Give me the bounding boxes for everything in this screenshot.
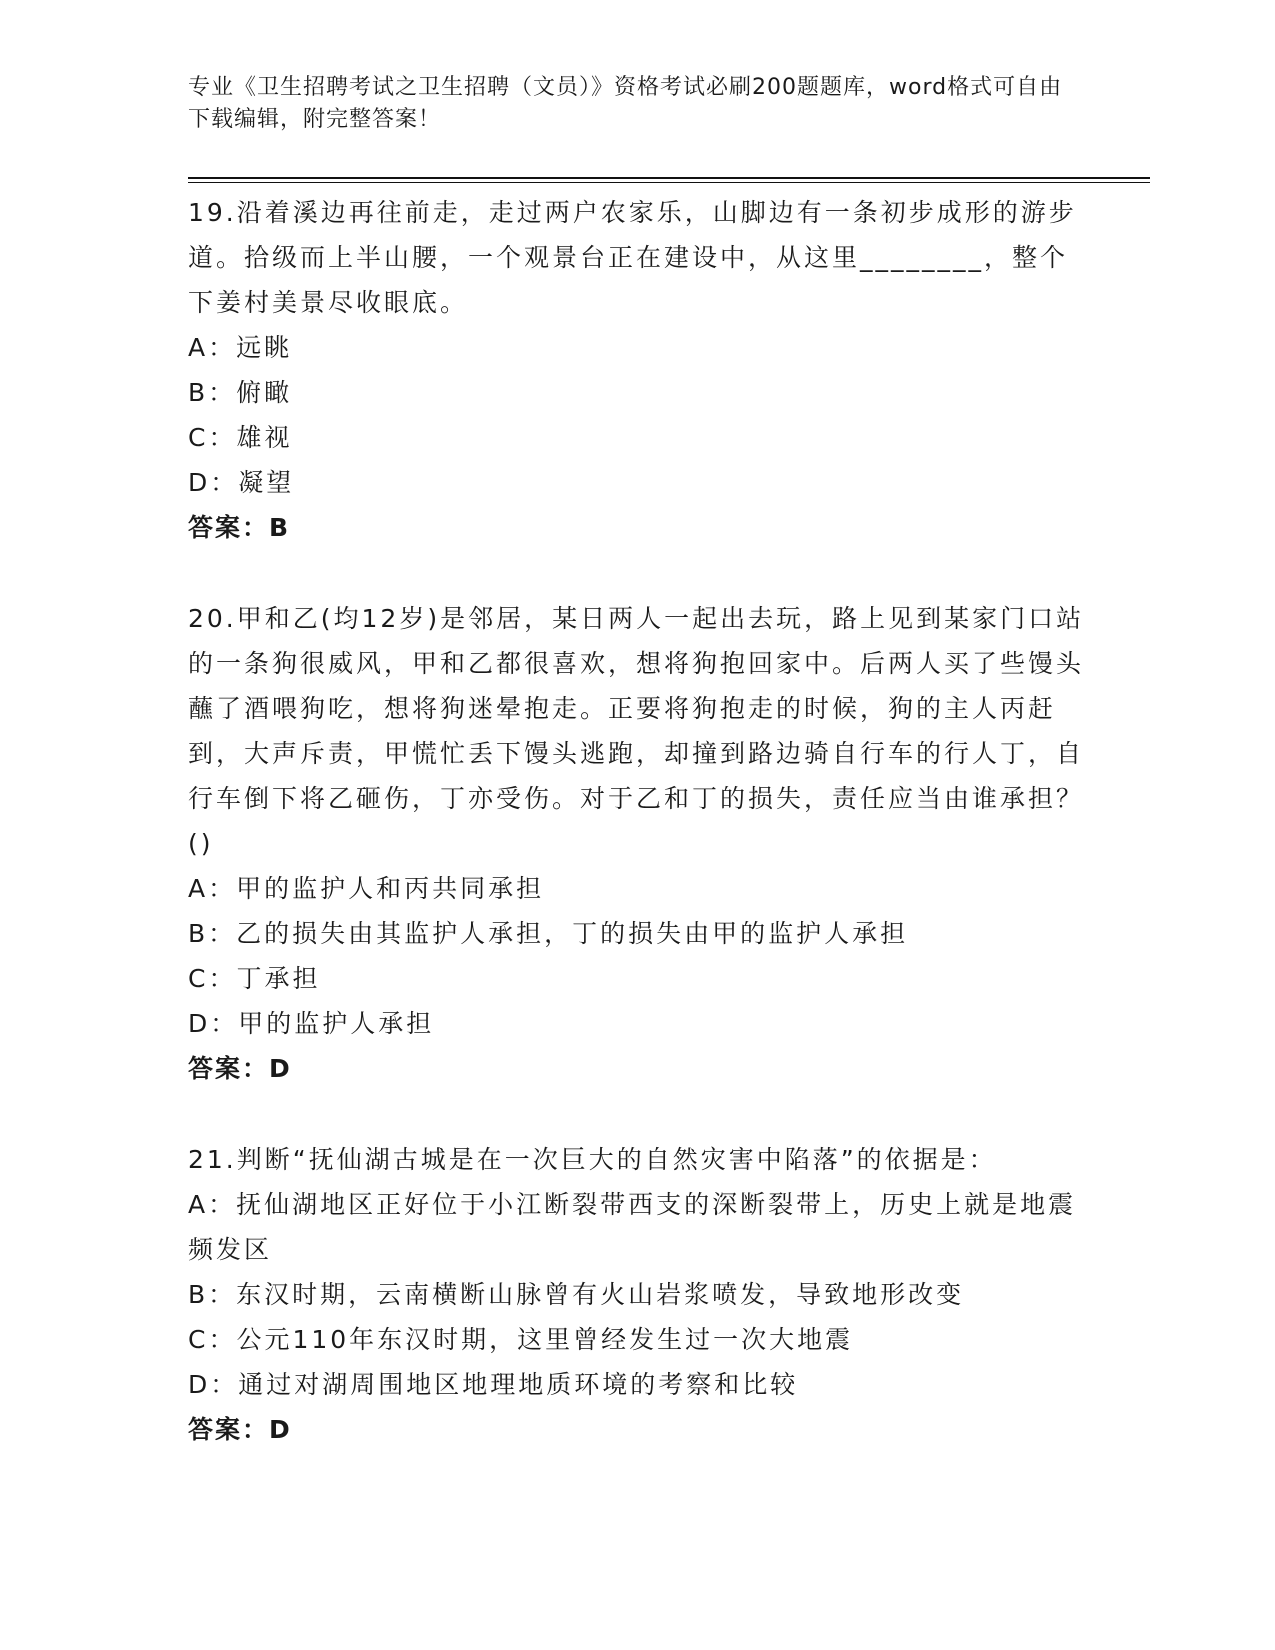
option-a: A：远眺 (188, 333, 293, 362)
option-b: B：乙的损失由其监护人承担，丁的损失由甲的监护人承担 (188, 919, 909, 948)
answer-line: 答案：B (188, 513, 291, 542)
answer-line: 答案：D (188, 1415, 292, 1444)
question-19 (188, 190, 1088, 550)
document-header: 专业《卫生招聘考试之卫生招聘（文员）》资格考试必刷200题题库，word格式可自由下载编辑，附完整答案！ (188, 75, 1063, 132)
option-d: D：甲的监护人承担 (188, 1009, 435, 1038)
question-stem: 20.甲和乙(均12岁)是邻居，某日两人一起出去玩，路上见到某家门口站的一条狗很威风，甲和乙都很喜欢，想将狗抱回家中。后两人买了些馒头蘸了酒喂狗吃，想将狗迷晕抱走。正要将狗抱走的时候，狗的主人丙赶到，大声斥责，甲慌忙丢下馒头逃跑，却撞到路边骑自行车的行人丁，自行车倒下将乙砸伤，丁亦受伤。对于乙和丁的损失，责任应当由谁承担？() (188, 604, 1085, 858)
option-a: A：甲的监护人和丙共同承担 (188, 874, 545, 903)
question-20 (188, 596, 1088, 1091)
option-b: B：东汉时期，云南横断山脉曾有火山岩浆喷发，导致地形改变 (188, 1280, 965, 1309)
option-b: B：俯瞰 (188, 378, 293, 407)
question-21 (188, 1137, 1088, 1452)
question-list (188, 190, 1088, 1452)
option-c: C：丁承担 (188, 964, 321, 993)
question-stem: 21.判断“抚仙湖古城是在一次巨大的自然灾害中陷落”的依据是： (188, 1145, 997, 1174)
option-d: D：通过对湖周围地区地理地质环境的考察和比较 (188, 1370, 799, 1399)
answer-line: 答案：D (188, 1054, 292, 1083)
header-rule-thin (188, 182, 1150, 183)
question-gap (188, 550, 1088, 596)
header-rule-thick (188, 177, 1150, 179)
option-a: A：抚仙湖地区正好位于小江断裂带西支的深断裂带上，历史上就是地震频发区 (188, 1190, 1077, 1264)
option-c: C：雄视 (188, 423, 293, 452)
option-d: D：凝望 (188, 468, 295, 497)
option-c: C：公元110年东汉时期，这里曾经发生过一次大地震 (188, 1325, 854, 1354)
question-gap (188, 1091, 1088, 1137)
question-stem: 19.沿着溪边再往前走，走过两户农家乐，山脚边有一条初步成形的游步道。拾级而上半山腰，一个观景台正在建设中，从这里________，整个下姜村美景尽收眼底。 (188, 198, 1077, 317)
